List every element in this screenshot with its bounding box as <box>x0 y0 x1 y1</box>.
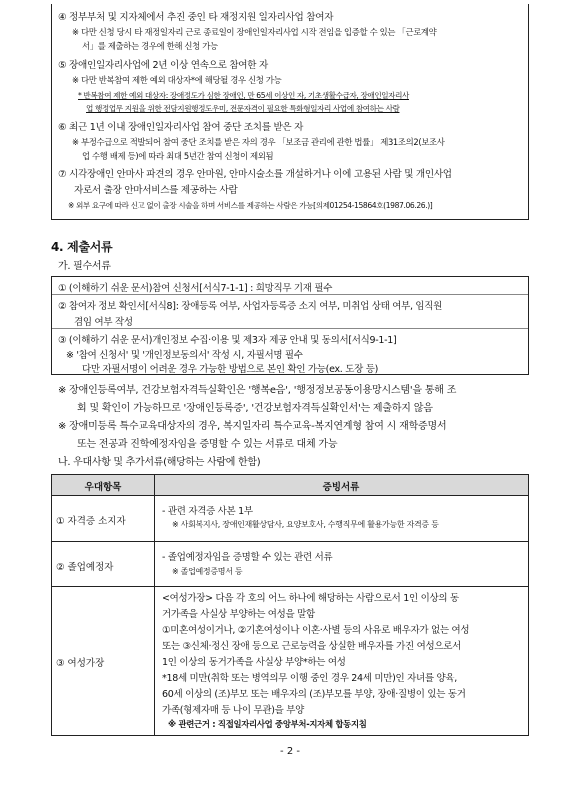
ineligible-item-7b: 자로서 출장 안마서비스를 제공하는 사람 <box>74 185 238 196</box>
row-1-line-1: - 관련 자격증 사본 1부 <box>162 506 253 517</box>
required-doc-3: ③ (이해하기 쉬운 문서)개인정보 수집·이용 및 제3자 제공 안내 및 동의서[서식9-1-1] <box>58 335 397 346</box>
note-1a: ※ 장애인등록여부, 건강보험자격득실확인은 '행복e음', '행정정보공동이용망시스템'을 통해 조 <box>58 385 457 396</box>
row-3-line-5: 1인 이상의 동거가족을 사실상 부양*하는 여성 <box>162 657 346 668</box>
required-note-1: ※ '참여 신청서' 및 '개인정보동의서' 작성 시, 자필서명 필수 <box>66 350 303 361</box>
note-2b: 또는 전공과 진학예정자임을 증명할 수 있는 서류로 대체 가능 <box>77 439 338 450</box>
header-item: 우대항목 <box>84 482 122 493</box>
required-heading: 가. 필수서류 <box>58 261 111 272</box>
preferential-table <box>51 474 529 736</box>
ineligible-note-5b: * 반복참여 제한 예외 대상자: 장애정도가 심한 장애인, 만 65세 이상인 자, 기초생활수급자, 장애인일자리사 <box>78 91 409 100</box>
ineligible-item-6: ⑥ 최근 1년 이내 장애인일자리사업 참여 중단 조치를 받은 자 <box>58 122 304 133</box>
ineligible-item-5: ⑤ 장애인일자리사업에 2년 이상 연속으로 참여한 자 <box>58 60 268 71</box>
required-row-1 <box>52 277 528 295</box>
ineligibility-box <box>51 4 529 220</box>
note-2a: ※ 장애미등록 특수교육대상자의 경우, 복지일자리 특수교육-복지연계형 참여 시 재학증명서 <box>58 421 447 432</box>
row-3-item: ③ 여성가장 <box>56 658 105 669</box>
row-divider-2 <box>52 586 528 587</box>
row-2-line-2: ※ 졸업예정증명서 등 <box>172 567 243 576</box>
row-divider-1 <box>52 541 528 542</box>
column-divider <box>154 475 155 735</box>
preferential-heading: 나. 우대사항 및 추가서류(해당하는 사람에 한함) <box>58 457 261 468</box>
table-header <box>52 475 528 496</box>
row-3-line-1: <여성가장> 다음 각 호의 어느 하나에 해당하는 사람으로서 1인 이상의 동 <box>162 593 459 604</box>
row-2-item: ② 졸업예정자 <box>56 562 114 573</box>
row-2-line-1: - 졸업예정자임을 증명할 수 있는 관련 서류 <box>162 552 333 563</box>
row-1-item: ① 자격증 소지자 <box>56 516 126 527</box>
required-row-2 <box>52 295 528 329</box>
row-3-line-2: 거가족을 사실상 부양하는 여성을 말함 <box>162 609 315 620</box>
row-3-line-9: ※ 관련근거 : 직접일자리사업 중앙부처-지자체 합동지침 <box>168 719 367 729</box>
required-row-3 <box>52 329 528 376</box>
ineligible-item-4: ④ 정부부처 및 지자체에서 추진 중인 타 재정지원 일자리사업 참여자 <box>58 12 334 23</box>
required-note-2: 다만 자필서명이 어려운 경우 가능한 방법으로 본인 확인 가능(ex. 도장 등) <box>82 364 378 375</box>
row-3-line-6: *18세 미만(취학 또는 병역의무 이행 중인 경우 24세 미만)인 자녀를 양육, <box>162 673 457 684</box>
required-doc-1: ① (이해하기 쉬운 문서)참여 신청서[서식7-1-1] : 희망직무 기재 필수 <box>58 283 333 294</box>
page-number: - 2 - <box>280 746 300 757</box>
ineligible-note-4a: ※ 다만 신청 당시 타 재정일자리 근로 종료일이 장애인일자리사업 시작 전임을 입증할 수 있는 「근로계약 <box>72 27 437 37</box>
ineligible-note-5c: 업 행정업무 지원을 위한 전담지원행정도우미, 전문자격이 필요한 특화형일자리 사업에 참여하는 사람 <box>86 104 400 113</box>
ineligible-note-6a: ※ 부정수급으로 적발되어 참여 중단 조치를 받은 자의 경우 「보조금 관리에 관한 법률」 제31조의2(보조사 <box>72 137 445 147</box>
ineligible-note-4b: 서」를 제출하는 경우에 한해 신청 가능 <box>82 41 218 51</box>
row-1-line-2: ※ 사회복지사, 장애인재활상담사, 요양보호사, 수행직무에 활용가능한 자격증 등 <box>172 520 439 529</box>
header-doc: 증빙서류 <box>322 482 360 493</box>
ineligible-note-5a: ※ 다만 반복참여 제한 예외 대상자*에 해당될 경우 신청 가능 <box>72 75 282 85</box>
ineligible-note-7: ※ 외부 요구에 따라 신고 없이 출장 시술을 하며 서비스를 제공하는 사람은 가능[의제01254-15864호(1987.06.26.)] <box>68 201 433 210</box>
ineligible-note-6b: 업 수행 배제 등)에 따라 최대 5년간 참여 신청이 제외됨 <box>82 151 274 161</box>
ineligible-item-7: ⑦ 시각장애인 안마사 파견의 경우 안마원, 안마시술소를 개설하거나 이에 고용된 사람 및 개인사업 <box>58 169 452 180</box>
section-title: 4. 제출서류 <box>51 240 113 254</box>
required-doc-2: ② 참여자 정보 확인서[서식8]: 장애등록 여부, 사업자등록증 소지 여부, 미취업 상태 여부, 임직원 <box>58 301 443 312</box>
required-doc-2b: 겸임 여부 작성 <box>74 317 133 328</box>
row-3-line-3: ①미혼여성이거나, ②기혼여성이나 이혼·사별 등의 사유로 배우자가 없는 여성 <box>162 625 470 636</box>
required-docs-box <box>51 276 529 375</box>
row-3-line-7: 60세 이상의 (조)부모 또는 배우자의 (조)부모를 부양, 장애·질병이 있는 동거 <box>162 689 466 700</box>
note-1b: 회 및 확인이 가능하므로 '장애인등록증', '건강보험자격득실확인서'는 제출하지 않음 <box>77 403 433 414</box>
row-3-line-4: 또는 ③신체·정신 장애 등으로 근로능력을 상실한 배우자를 가진 여성으로서 <box>162 641 462 652</box>
row-3-line-8: 가족(형제자매 등 나이 무관)을 부양 <box>162 705 304 716</box>
